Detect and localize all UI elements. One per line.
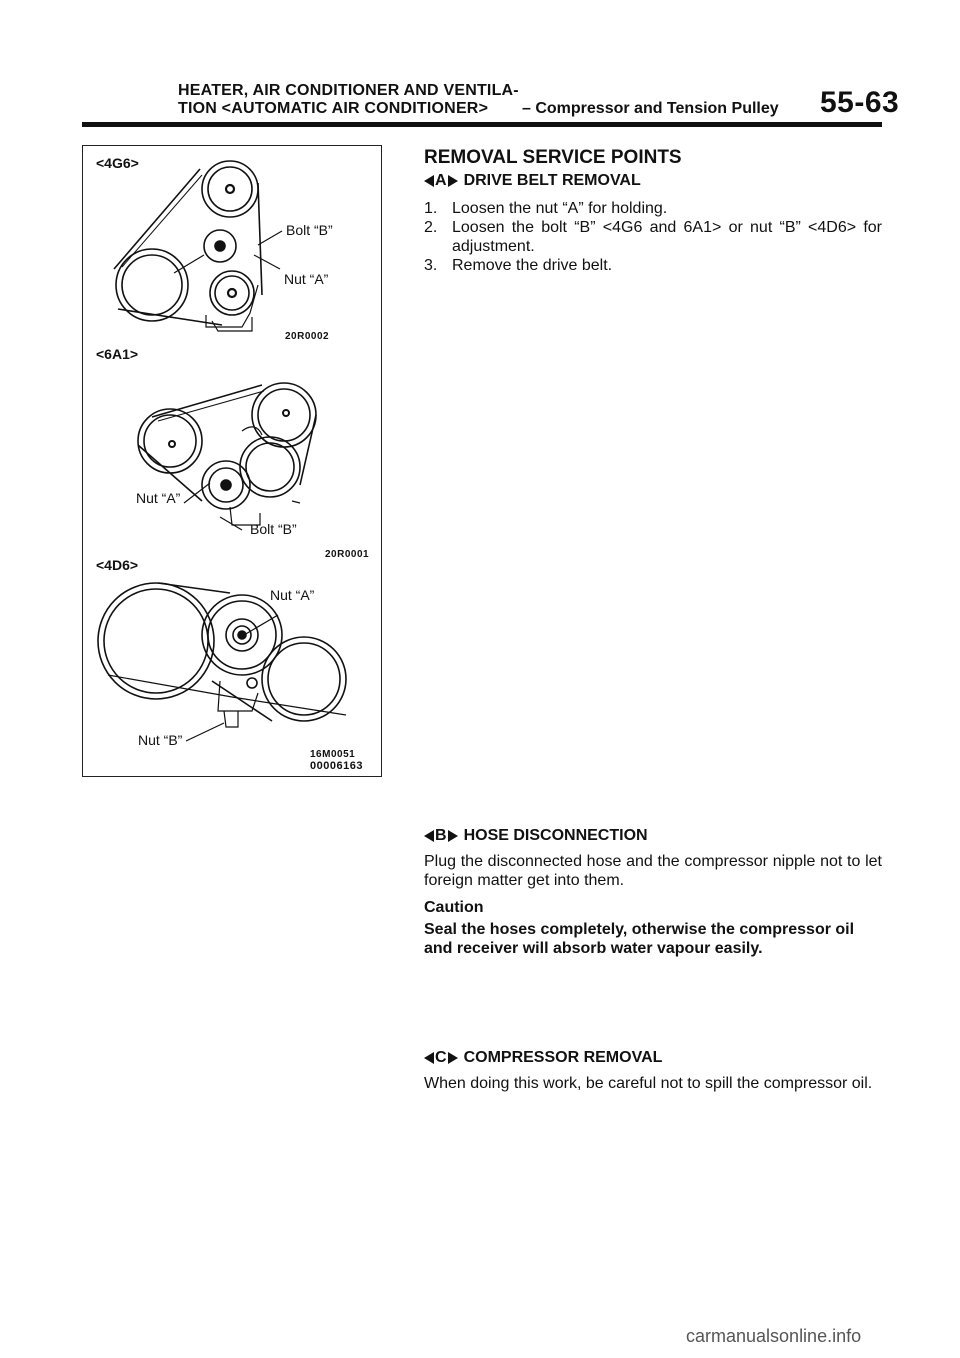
watermark: carmanualsonline.info xyxy=(686,1326,862,1346)
arrow-left-icon xyxy=(424,830,434,842)
list-item: 1. Loosen the nut “A” for holding. xyxy=(424,200,668,217)
arrow-right-icon xyxy=(448,175,458,187)
removal-service-points-title: REMOVAL SERVICE POINTS xyxy=(424,147,682,168)
engine-label-4g6: <4G6> xyxy=(96,155,139,171)
engine-label-6a1: <6A1> xyxy=(96,346,139,362)
list-item: 3. Remove the drive belt. xyxy=(424,257,613,274)
callout-nut-a-4g6: Nut “A” xyxy=(284,271,329,287)
arrow-right-icon xyxy=(448,1052,458,1064)
section-c-marker: C xyxy=(424,1049,458,1067)
callout-bolt-b-4g6: Bolt “B” xyxy=(286,222,333,238)
callout-nut-a-4d6: Nut “A” xyxy=(270,587,315,603)
hose-disconnection-text: Plug the disconnected hose and the compressor nipple not to let foreign matter get into them. xyxy=(424,853,882,889)
chapter-title-line1: HEATER, AIR CONDITIONER AND VENTILA- xyxy=(178,82,519,99)
list-item: 2. Loosen the bolt “B” <4G6 and 6A1> or nut “B” <4D6> for adjustment. xyxy=(424,219,882,255)
belt-diagram-4g6 xyxy=(114,161,282,331)
figure-code-4d6: 16M0051 xyxy=(310,749,356,760)
section-a-marker: A xyxy=(424,172,458,190)
section-title: – Compressor and Tension Pulley xyxy=(522,100,779,117)
figure-code-4g6: 20R0002 xyxy=(285,331,330,342)
belt-diagram-4d6 xyxy=(98,583,346,741)
section-b-marker: B xyxy=(424,827,458,845)
header-rule xyxy=(82,122,882,127)
section-a-heading: A DRIVE BELT REMOVAL xyxy=(424,172,641,190)
callout-nut-a-6a1: Nut “A” xyxy=(136,490,181,506)
engine-label-4d6: <4D6> xyxy=(96,557,139,573)
arrow-left-icon xyxy=(424,175,434,187)
chapter-title-line2: TION <AUTOMATIC AIR CONDITIONER> xyxy=(178,100,489,117)
section-c-heading: C COMPRESSOR REMOVAL xyxy=(424,1049,662,1067)
belt-diagram xyxy=(82,145,382,777)
page-number: 55-63 xyxy=(820,86,900,119)
figure-code-4d6-2: 00006163 xyxy=(310,760,363,772)
section-b-heading: B HOSE DISCONNECTION xyxy=(424,827,648,845)
callout-bolt-b-6a1: Bolt “B” xyxy=(250,521,297,537)
arrow-left-icon xyxy=(424,1052,434,1064)
callout-nut-b-4d6: Nut “B” xyxy=(138,732,183,748)
belt-diagram-6a1 xyxy=(138,383,316,530)
drive-belt-steps xyxy=(424,199,882,275)
caution-heading: Caution xyxy=(424,899,484,916)
compressor-removal-text: When doing this work, be careful not to spill the compressor oil. xyxy=(424,1075,873,1092)
caution-text: Seal the hoses completely, otherwise the compressor oil and receiver will absorb water vapour easily. xyxy=(424,921,855,957)
arrow-right-icon xyxy=(448,830,458,842)
figure-code-6a1: 20R0001 xyxy=(325,549,370,560)
